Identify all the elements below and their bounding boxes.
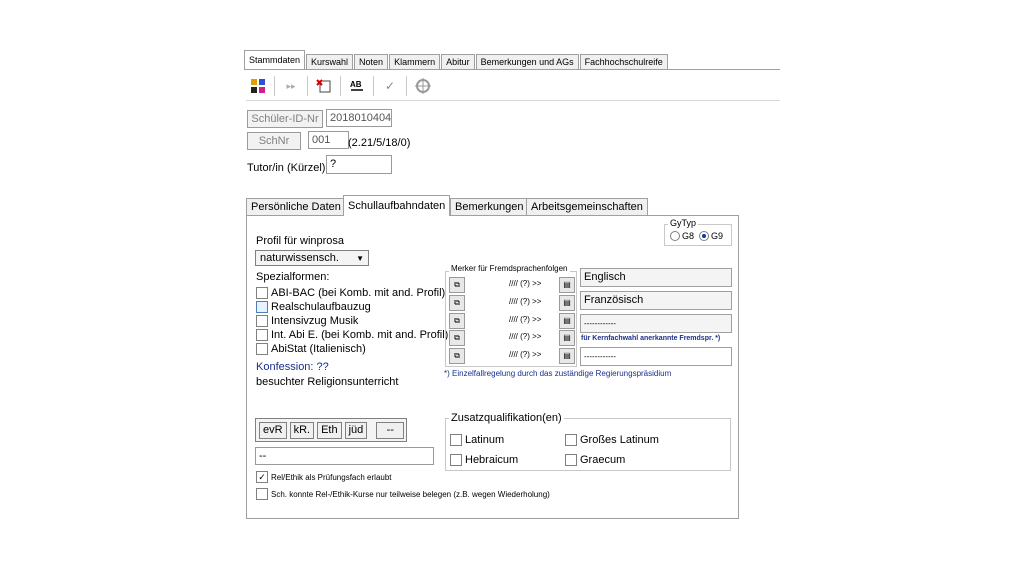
schnr-field[interactable]: 001	[308, 131, 349, 149]
spezial-item[interactable]	[256, 343, 448, 355]
zusatz-label: Zusatzqualifikation(en)	[451, 412, 562, 424]
checkbox-label: Sch. konnte Rel-/Ethik-Kurse nur teilweise belegen (z.B. wegen Wiederholung)	[271, 489, 550, 499]
schueler-id-field[interactable]: 2018010404	[326, 109, 392, 127]
profil-value: naturwissensch.	[260, 252, 339, 264]
checkbox-label: Hebraicum	[465, 454, 519, 466]
religion-eth-button[interactable]: Eth	[317, 422, 342, 439]
toolbar-divider	[246, 100, 780, 101]
tutor-label: Tutor/in (Kürzel)	[247, 162, 326, 174]
zusatz-hebraicum[interactable]	[450, 454, 518, 466]
checkbox[interactable]	[565, 434, 577, 446]
religion-field[interactable]: --	[255, 447, 434, 465]
forward-icon[interactable]: ▸▸	[286, 80, 296, 91]
merker-row	[449, 295, 574, 311]
checkbox-label: Realschulaufbauzug	[271, 301, 371, 313]
merker-text: //// (?) >>	[509, 315, 542, 324]
profil-select[interactable]	[255, 250, 369, 266]
language-field-1[interactable]: Englisch	[580, 268, 732, 287]
recycle-icon[interactable]	[411, 74, 435, 98]
tab-noten[interactable]: Noten	[354, 54, 388, 70]
paste-icon[interactable]: ▤	[559, 348, 575, 364]
checkbox[interactable]	[256, 329, 268, 341]
radio-g9-label: G9	[711, 231, 724, 241]
zusatz-latinum[interactable]	[450, 434, 504, 446]
checkbox-label: Latinum	[465, 434, 505, 446]
spezial-item[interactable]	[256, 329, 448, 341]
delete-record-icon[interactable]	[312, 74, 336, 98]
checkbox[interactable]	[256, 488, 268, 500]
religion-button-group	[255, 418, 407, 442]
tutor-field[interactable]: ?	[326, 155, 392, 174]
language-field-3[interactable]: ------------	[580, 314, 732, 333]
spezial-item[interactable]	[256, 301, 448, 313]
radio-g8[interactable]	[670, 231, 680, 241]
toolbar-separator	[406, 76, 407, 96]
tab-bemerkungen-ags[interactable]: Bemerkungen und AGs	[476, 54, 579, 70]
checkbox[interactable]	[256, 343, 268, 355]
paste-icon[interactable]: ▤	[559, 313, 575, 329]
tab-fachhochschulreife[interactable]: Fachhochschulreife	[580, 54, 668, 70]
check-icon[interactable]: ✓	[384, 79, 396, 93]
schnr-info: (2.21/5/18/0)	[348, 137, 411, 149]
toolbar-separator	[307, 76, 308, 96]
checkbox[interactable]	[450, 454, 462, 466]
tab-bemerkungen[interactable]: Bemerkungen	[450, 198, 529, 216]
checkbox-label: AbiStat (Italienisch)	[271, 343, 366, 355]
kernfach-note: für Kernfachwahl anerkannte Fremdspr. *)	[581, 335, 721, 342]
religion-jued-button[interactable]: jüd	[345, 422, 368, 439]
toolbar-separator	[373, 76, 374, 96]
language-field-5[interactable]: ------------	[580, 347, 732, 366]
checkbox-label: Int. Abi E. (bei Komb. mit and. Profil)	[271, 329, 449, 341]
merker-row	[449, 330, 574, 346]
checkbox-label: ABI-BAC (bei Komb. mit and. Profil)	[271, 287, 446, 299]
spezialformen-list	[256, 287, 448, 355]
gytyp-label: GyTyp	[670, 218, 697, 228]
tab-schullaufbahndaten[interactable]: Schullaufbahndaten	[343, 195, 450, 216]
checkbox[interactable]	[256, 315, 268, 327]
merker-text: //// (?) >>	[509, 350, 542, 359]
checkbox-label: Intensivzug Musik	[271, 315, 359, 327]
tab-abitur[interactable]: Abitur	[441, 54, 475, 70]
language-field-2[interactable]: Französisch	[580, 291, 732, 310]
spezial-item[interactable]	[256, 315, 448, 327]
checkbox[interactable]	[565, 454, 577, 466]
tab-klammern[interactable]: Klammern	[389, 54, 440, 70]
merker-row	[449, 277, 574, 293]
spezialformen-label: Spezialformen:	[256, 271, 330, 283]
merker-row	[449, 348, 574, 364]
merker-text: //// (?) >>	[509, 297, 542, 306]
paste-icon[interactable]: ▤	[559, 330, 575, 346]
merker-title: Merker für Fremdsprachenfolgen	[451, 264, 568, 273]
copy-icon[interactable]: ⧉	[449, 330, 465, 346]
rel-ethik-teilweise[interactable]	[256, 488, 550, 500]
merker-text: //// (?) >>	[509, 332, 542, 341]
schnr-button[interactable]: SchNr	[247, 132, 301, 150]
svg-text:AB: AB	[350, 80, 362, 89]
radio-g9[interactable]	[699, 231, 709, 241]
color-grid-icon[interactable]	[246, 74, 270, 98]
checkbox[interactable]	[256, 287, 268, 299]
toolbar-separator	[274, 76, 275, 96]
checkbox-label: Großes Latinum	[580, 434, 659, 446]
gytyp-radios	[670, 231, 723, 241]
spezial-item[interactable]	[256, 287, 448, 299]
zusatz-graecum[interactable]	[565, 454, 625, 466]
zusatz-grosses-latinum[interactable]	[565, 434, 659, 446]
regierung-footnote: *) Einzelfallregelung durch das zuständige Regierungspräsidium	[444, 369, 672, 378]
konfession-link[interactable]: Konfession: ??	[256, 361, 329, 373]
copy-icon[interactable]: ⧉	[449, 313, 465, 329]
tab-persoenliche-daten[interactable]: Persönliche Daten	[246, 198, 346, 216]
tab-kurswahl[interactable]: Kurswahl	[306, 54, 353, 70]
copy-icon[interactable]: ⧉	[449, 295, 465, 311]
religion-none-button[interactable]: --	[376, 422, 404, 439]
copy-icon[interactable]: ⧉	[449, 277, 465, 293]
profil-label: Profil für winprosa	[256, 235, 345, 247]
merker-text: //// (?) >>	[509, 279, 542, 288]
chevron-down-icon: ▼	[356, 253, 364, 263]
paste-icon[interactable]: ▤	[559, 277, 575, 293]
schueler-id-button[interactable]: Schüler-ID-Nr	[247, 110, 323, 128]
checkbox-checked[interactable]: ✓	[256, 471, 268, 483]
top-tab-strip	[244, 50, 669, 70]
toolbar-separator	[340, 76, 341, 96]
merker-row	[449, 313, 574, 329]
religion-label: besuchter Religionsunterricht	[256, 376, 399, 388]
paste-icon[interactable]: ▤	[559, 295, 575, 311]
religion-evr-button[interactable]: evR	[259, 422, 287, 439]
spellcheck-icon[interactable]	[345, 74, 369, 98]
tab-stammdaten[interactable]: Stammdaten	[244, 50, 305, 70]
checkbox-label: Rel/Ethik als Prüfungsfach erlaubt	[271, 472, 392, 482]
checkbox[interactable]	[450, 434, 462, 446]
rel-ethik-pruefungsfach[interactable]	[256, 471, 392, 483]
checkbox[interactable]	[256, 301, 268, 313]
copy-icon[interactable]: ⧉	[449, 348, 465, 364]
religion-kr-button[interactable]: kR.	[290, 422, 315, 439]
radio-g8-label: G8	[682, 231, 695, 241]
tab-arbeitsgemeinschaften[interactable]: Arbeitsgemeinschaften	[526, 198, 648, 216]
checkbox-label: Graecum	[580, 454, 626, 466]
toolbar	[246, 72, 435, 100]
tab-divider	[244, 69, 780, 70]
